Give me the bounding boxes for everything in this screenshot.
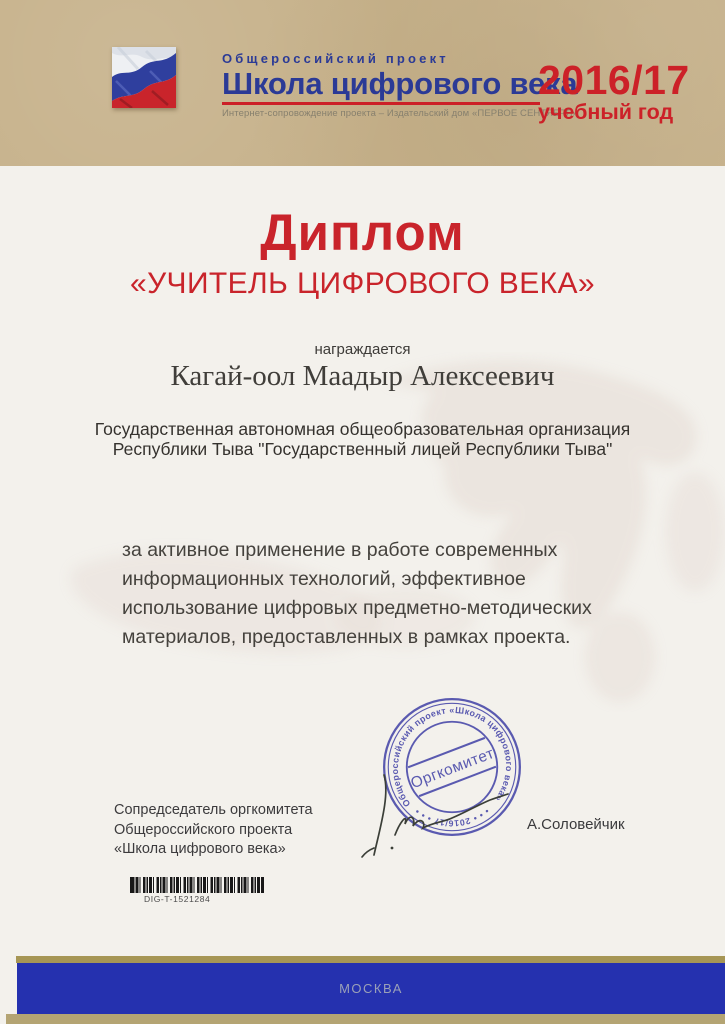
school-year-caption: учебный год <box>538 100 674 124</box>
signer-title-line: Общероссийского проекта <box>114 821 293 838</box>
diploma-subtitle: «УЧИТЕЛЬ ЦИФРОВОГО ВЕКА» <box>130 267 595 300</box>
organization-line: Государственная автономная общеобразовательная организация <box>94 419 631 439</box>
footer-city: МОСКВА <box>339 981 403 996</box>
signer-name: А.Соловейчик <box>527 816 625 833</box>
diploma-title: Диплом <box>260 204 465 261</box>
citation-paragraph <box>122 536 592 652</box>
signature-scribble <box>350 760 550 860</box>
red-rule-divider <box>222 102 540 105</box>
masthead <box>222 52 578 119</box>
award-label: награждается <box>314 341 411 358</box>
russia-flag-icon <box>112 47 176 108</box>
barcode-code: DIG-T-1521284 <box>144 894 211 904</box>
stamp-year-text: • • • 2016/17 • • • <box>412 806 492 829</box>
stamp-center-text: Оргкомитет <box>408 744 497 793</box>
footer-band <box>17 963 725 1014</box>
bottom-strip <box>6 1014 725 1024</box>
citation-line: материалов, предоставленных в рамках проекта. <box>122 626 571 648</box>
signer-title-block <box>114 801 313 860</box>
tagline: Интернет-сопровождение проекта – Издательский дом «ПЕРВОЕ СЕНТЯБРЯ» <box>222 108 578 119</box>
organization-line: Республики Тыва "Государственный лицей Республики Тыва" <box>112 439 613 459</box>
recipient-name: Кагай-оол Маадыр Алексеевич <box>170 360 555 392</box>
header-band <box>0 0 725 166</box>
project-label: Общероссийский проект <box>222 51 449 66</box>
citation-line: использование цифровых предметно-методических <box>122 597 592 619</box>
gold-strip <box>16 956 725 963</box>
stamp-ring-text: Общероссийский проект «Школа цифрового века» <box>389 704 515 809</box>
citation-line: информационных технологий, эффективное <box>122 568 526 590</box>
signer-title-line: «Школа цифрового века» <box>114 841 286 857</box>
brand-title: Школа цифрового века <box>222 66 578 101</box>
citation-line: за активное применение в работе современных <box>122 539 558 561</box>
signer-title-line: Сопредседатель оргкомитета <box>114 802 313 818</box>
school-year-block <box>538 57 690 124</box>
russia-map-watermark <box>55 352 725 712</box>
barcode <box>130 877 264 893</box>
school-year: 2016/17 <box>538 57 690 103</box>
barcode-block <box>130 877 264 904</box>
organization-name <box>0 419 725 459</box>
